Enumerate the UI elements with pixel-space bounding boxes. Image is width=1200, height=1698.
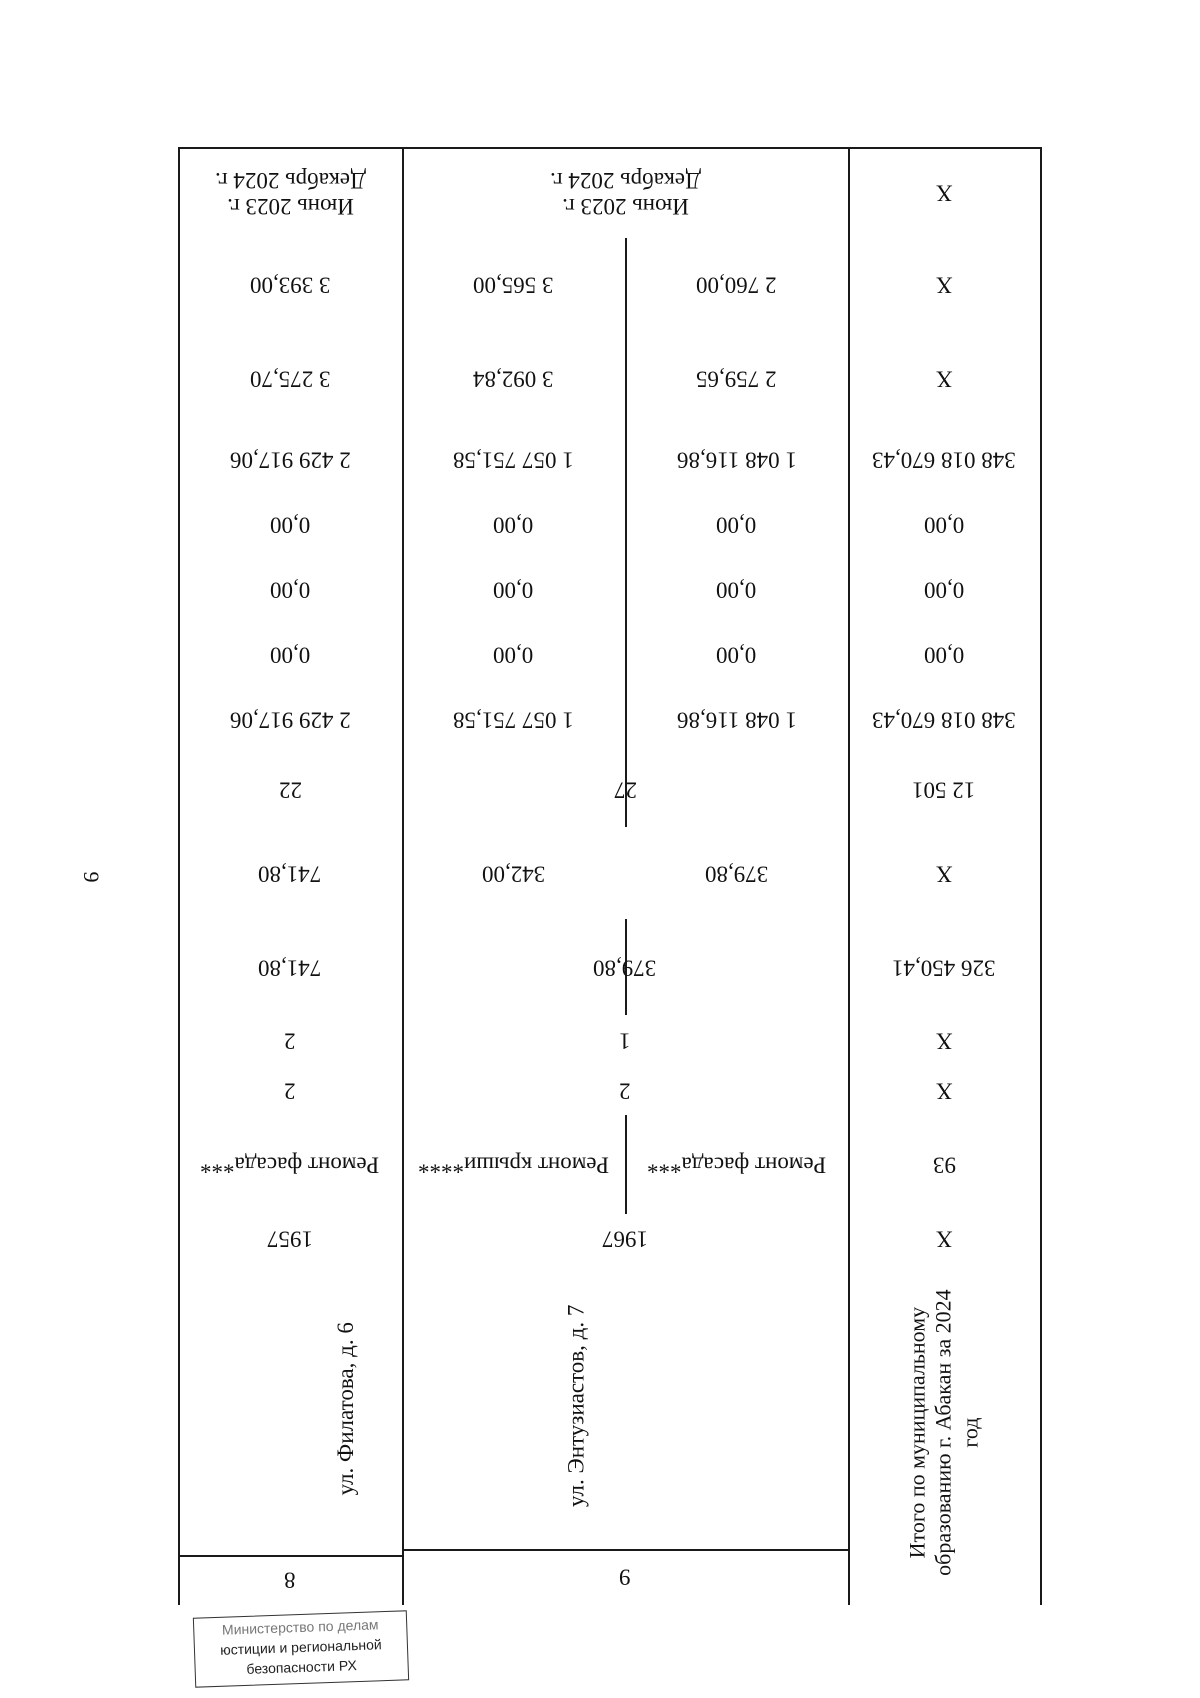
- total-work-type-cell: [848, 1115, 1040, 1214]
- row9b-c14-cell: [625, 330, 848, 427]
- total-c8-cell: [848, 752, 1040, 827]
- total-c15: Х: [935, 272, 953, 298]
- row9a-work-type-cell: [402, 1115, 625, 1214]
- total-c9: 348 018 670,43: [872, 707, 1016, 733]
- total-c8: 12 501: [912, 777, 976, 803]
- total-c12-cell: [848, 492, 1040, 557]
- row9-address: ул. Энтузиастов, д. 7: [563, 1304, 589, 1507]
- data-table: [178, 147, 1042, 1605]
- row9-num-cell: [402, 1549, 848, 1603]
- row8-c5-cell: [178, 1015, 402, 1065]
- row9b-c15: 2 760,00: [696, 272, 777, 298]
- row9a-c15-cell: [402, 238, 625, 330]
- row8-c6: 741,80: [258, 955, 322, 981]
- row8-year-cell: [178, 1214, 402, 1262]
- total-year-cell: [848, 1214, 1040, 1262]
- row8-c13: 2 429 917,06: [229, 447, 351, 473]
- row9a-c10-cell: [402, 622, 625, 687]
- total-c6-cell: [848, 919, 1040, 1015]
- row8-c4-cell: [178, 1065, 402, 1115]
- row8-period-cell: [178, 147, 402, 238]
- total-c11: 0,00: [923, 577, 965, 603]
- row8-c15: 3 393,00: [249, 272, 331, 298]
- row8-work-type-cell: [178, 1115, 402, 1214]
- total-label-line-1: Итого по муниципальному: [904, 1306, 930, 1559]
- row9a-c11: 0,00: [493, 577, 534, 603]
- row8-c5: 2: [284, 1028, 296, 1054]
- row9-address-cell: [516, 1262, 636, 1549]
- row8-c9-cell: [178, 687, 402, 752]
- row9b-c11: 0,00: [716, 577, 757, 603]
- row9a-c12: 0,00: [493, 512, 534, 538]
- total-c11-cell: [848, 557, 1040, 622]
- row9b-c13-cell: [625, 427, 848, 492]
- row9-period-end: Декабрь 2024 г.: [549, 167, 701, 193]
- total-label-line-2: образованию г. Абакан за 2024: [930, 1289, 956, 1576]
- total-c14-cell: [848, 330, 1040, 427]
- row9b-c9-cell: [625, 687, 848, 752]
- total-c12: 0,00: [923, 512, 965, 538]
- total-c16-cell: [848, 147, 1040, 238]
- row9-c8: 27: [613, 777, 637, 803]
- row9-c4: 2: [619, 1078, 631, 1104]
- row9a-c15: 3 565,00: [473, 272, 554, 298]
- row8-period-start: Июнь 2023 г.: [226, 193, 354, 219]
- total-c4-cell: [848, 1065, 1040, 1115]
- total-c15-cell: [848, 238, 1040, 330]
- total-c5: Х: [935, 1028, 953, 1054]
- row9b-c10-cell: [625, 622, 848, 687]
- row9a-c13: 1 057 751,58: [453, 447, 574, 473]
- row9a-c9-cell: [402, 687, 625, 752]
- total-c10: 0,00: [923, 642, 965, 668]
- row9a-c9: 1 057 751,58: [453, 707, 574, 733]
- row9a-c14: 3 092,84: [473, 366, 554, 392]
- row9a-c12-cell: [402, 492, 625, 557]
- row8-c10-cell: [178, 622, 402, 687]
- row9b-c15-cell: [625, 238, 848, 330]
- stamp-line-1: Министерство по делам: [221, 1616, 379, 1638]
- row9a-work-type: Ремонт крыши****: [417, 1152, 609, 1178]
- row9b-c7: 379,80: [704, 861, 769, 887]
- row9-c6: 379,80: [593, 955, 657, 981]
- row9a-c7-cell: [402, 827, 625, 919]
- row9-period-cell: [402, 147, 848, 238]
- total-label-line-3: год: [957, 1417, 983, 1448]
- row9-year-cell: [402, 1214, 848, 1262]
- row8-year: 1957: [267, 1226, 313, 1252]
- row9b-work-type-cell: [625, 1115, 848, 1214]
- total-c7-cell: [848, 827, 1040, 919]
- row9b-work-type: Ремонт фасада***: [646, 1152, 827, 1178]
- row9-num: 9: [619, 1564, 631, 1590]
- row8-period-end: Декабрь 2024 г.: [214, 167, 366, 193]
- row8-num-cell: [178, 1555, 402, 1603]
- row8-c10: 0,00: [269, 642, 311, 668]
- total-year: Х: [935, 1226, 953, 1252]
- row8-c8: 22: [278, 777, 302, 803]
- row8-c7: 741,80: [258, 861, 322, 887]
- total-label-cell: [848, 1262, 1040, 1603]
- row8-c4: 2: [284, 1078, 296, 1104]
- row9-period-start: Июнь 2023 г.: [561, 193, 689, 219]
- row9b-c12: 0,00: [716, 512, 757, 538]
- row9-c6-cell: [402, 919, 848, 1015]
- row8-c9: 2 429 917,06: [229, 707, 351, 733]
- row8-c8-cell: [178, 752, 402, 827]
- total-work-type: 93: [932, 1152, 956, 1178]
- row9b-c7-cell: [625, 827, 848, 919]
- row9-c5-cell: [402, 1015, 848, 1065]
- row8-c12-cell: [178, 492, 402, 557]
- row8-address: ул. Филатова, д. 6: [333, 1321, 359, 1496]
- total-c5-cell: [848, 1015, 1040, 1065]
- row8-address-cell: [286, 1262, 406, 1555]
- ministry-stamp: [193, 1610, 409, 1687]
- row8-c13-cell: [178, 427, 402, 492]
- row8-c11-cell: [178, 557, 402, 622]
- total-label: [904, 1289, 983, 1575]
- row9b-c11-cell: [625, 557, 848, 622]
- total-c10-cell: [848, 622, 1040, 687]
- row9b-c14: 2 759,65: [696, 366, 777, 392]
- total-c16: Х: [935, 180, 953, 206]
- row9a-c7: 342,00: [481, 861, 546, 887]
- row8-c14: 3 275,70: [249, 366, 331, 392]
- row9a-c13-cell: [402, 427, 625, 492]
- total-c7: Х: [935, 861, 953, 887]
- total-c13-cell: [848, 427, 1040, 492]
- total-c6: 326 450,41: [892, 955, 996, 981]
- row9b-c9: 1 048 116,86: [676, 707, 797, 733]
- row9b-c10: 0,00: [716, 642, 757, 668]
- row8-c6-cell: [178, 919, 402, 1015]
- row9-c4-cell: [402, 1065, 848, 1115]
- row9b-c13: 1 048 116,86: [676, 447, 797, 473]
- total-c13: 348 018 670,43: [872, 447, 1016, 473]
- row9b-c12-cell: [625, 492, 848, 557]
- row8-c15-cell: [178, 238, 402, 330]
- stamp-line-2: юстиции и региональной: [219, 1636, 382, 1658]
- row9a-c11-cell: [402, 557, 625, 622]
- total-c4: Х: [935, 1078, 953, 1104]
- row8-c12: 0,00: [269, 512, 311, 538]
- row8-c7-cell: [178, 827, 402, 919]
- total-c9-cell: [848, 687, 1040, 752]
- page-number: 9: [79, 871, 104, 883]
- row9-c8-cell: [402, 752, 848, 827]
- row8-num: 8: [284, 1567, 296, 1593]
- row8-c14-cell: [178, 330, 402, 427]
- row9-year: 1967: [602, 1226, 648, 1252]
- row8-work-type: Ремонт фасада***: [200, 1152, 380, 1178]
- stamp-line-3: безопасности РХ: [246, 1657, 358, 1677]
- row9a-c10: 0,00: [493, 642, 534, 668]
- row9-c5: 1: [619, 1028, 631, 1054]
- row9a-c14-cell: [402, 330, 625, 427]
- total-c14: Х: [935, 366, 953, 392]
- row8-c11: 0,00: [269, 577, 311, 603]
